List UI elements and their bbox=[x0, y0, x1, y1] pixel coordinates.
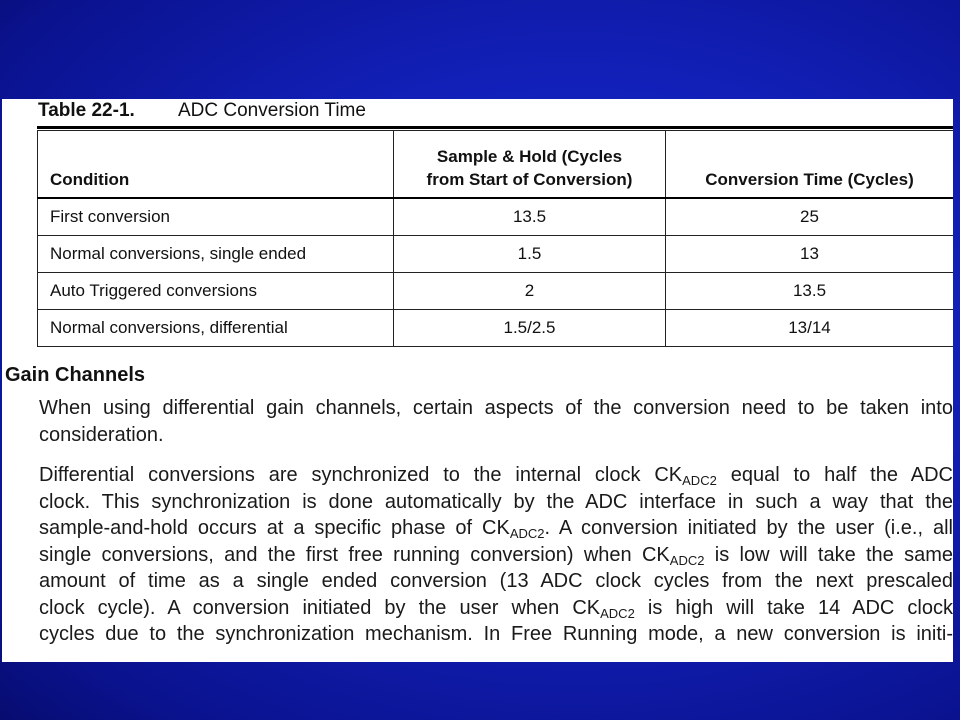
paragraph-line: Differential conversions are synchronized to the internal clock $CK_{ADC2}$ equal to half the ADC bbox=[39, 464, 953, 488]
paragraph-line: clock cycle). A conversion initiated by the user when $CK_{ADC2}$ is high will take 14 ADC clock bbox=[39, 596, 953, 621]
cell-sample-hold: 1.5/2.5 bbox=[394, 310, 666, 347]
clock-symbol: $CK_{ADC2}$ bbox=[654, 464, 717, 488]
cell-sample-hold: 13.5 bbox=[394, 198, 666, 236]
cell-condition: Normal conversions, single ended bbox=[38, 236, 394, 273]
paragraph-synchronization bbox=[39, 462, 953, 648]
cell-sample-hold: 2 bbox=[394, 273, 666, 310]
paragraph-intro: When using differential gain channels, certain aspects of the conversion need to be taken into consideration. bbox=[39, 397, 953, 446]
table-header-row bbox=[38, 131, 954, 199]
cell-sample-hold: 1.5 bbox=[394, 236, 666, 273]
caption-rule bbox=[37, 126, 953, 129]
table-caption-title: ADC Conversion Time bbox=[178, 100, 366, 121]
section-heading: Gain Channels bbox=[5, 364, 146, 386]
cell-conversion-time: 13/14 bbox=[666, 310, 954, 347]
paragraph-line: cycles due to the synchronization mechanism. In Free Running mode, a new conversion is initi- bbox=[39, 623, 953, 645]
paragraph-line: sample-and-hold occurs at a specific phase of $CK_{ADC2}$. A conversion initiated by the user (i.e., all bbox=[39, 517, 953, 541]
header-sample-hold: Sample & Hold (Cycles from Start of Conversion) bbox=[394, 131, 666, 199]
paragraph-line: amount of time as a single ended conversion (13 ADC clock cycles from the next prescaled bbox=[39, 570, 953, 592]
adc-conversion-time-table bbox=[37, 130, 953, 347]
document-excerpt bbox=[2, 99, 953, 662]
clock-symbol: $CK_{ADC2}$ bbox=[482, 517, 545, 541]
cell-condition: First conversion bbox=[38, 198, 394, 236]
header-conversion-time: Conversion Time (Cycles) bbox=[666, 131, 954, 199]
paragraph-line: single conversions, and the first free running conversion) when $CK_{ADC2}$ is low will take the same bbox=[39, 543, 953, 568]
cell-condition: Normal conversions, differential bbox=[38, 310, 394, 347]
header-condition: Condition bbox=[38, 131, 394, 199]
clock-symbol: $CK_{ADC2}$ bbox=[572, 596, 635, 621]
paragraph-line: clock. This synchronization is done automatically by the ADC interface in such a way that the bbox=[39, 490, 953, 513]
table-row bbox=[38, 273, 954, 310]
table-row bbox=[38, 198, 954, 236]
cell-conversion-time: 13 bbox=[666, 236, 954, 273]
clock-symbol: $CK_{ADC2}$ bbox=[641, 543, 705, 568]
cell-conversion-time: 13.5 bbox=[666, 273, 954, 310]
table-row bbox=[38, 310, 954, 347]
table-caption bbox=[38, 100, 366, 122]
table-caption-number: Table 22-1. bbox=[38, 100, 135, 121]
table-row bbox=[38, 236, 954, 273]
cell-conversion-time: 25 bbox=[666, 198, 954, 236]
cell-condition: Auto Triggered conversions bbox=[38, 273, 394, 310]
